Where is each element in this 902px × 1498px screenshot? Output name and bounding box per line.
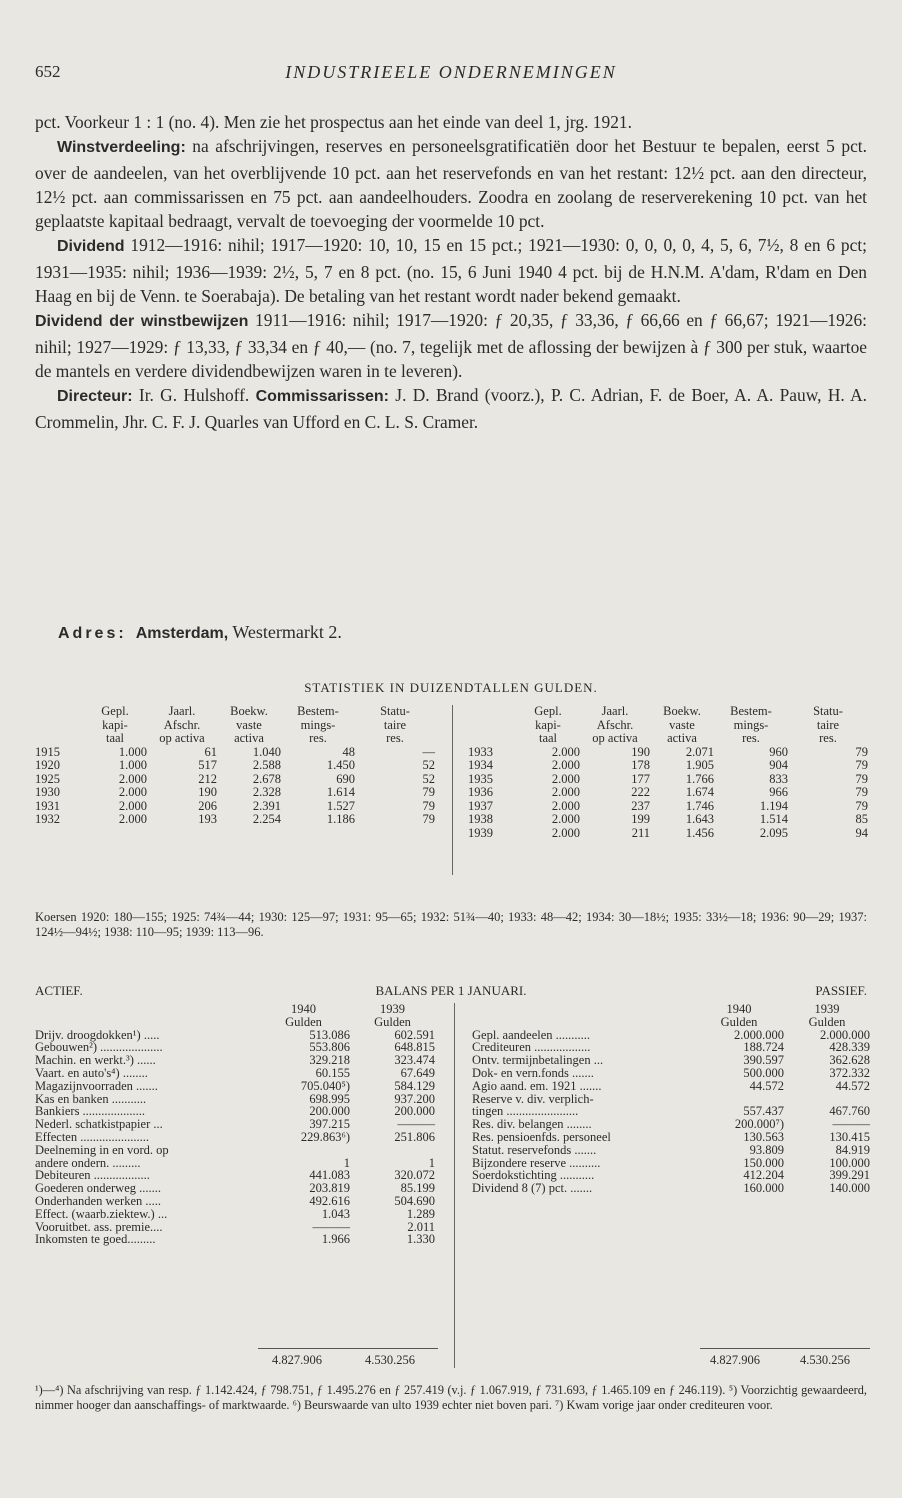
- balance-value-1939: 648.815: [394, 1040, 435, 1055]
- statistics-header-row: [35, 732, 435, 746]
- balance-value-1939: 67.649: [400, 1065, 435, 1080]
- balance-item-label: Agio aand. em. 1921 .......: [472, 1078, 602, 1093]
- statistics-header-cell: taire: [383, 717, 407, 732]
- statistics-cell: 1.000: [118, 744, 147, 759]
- balance-row: [35, 1131, 435, 1144]
- balance-value-1940: 1.043: [321, 1206, 350, 1221]
- statistics-header-year: [35, 719, 83, 733]
- statistics-header-cell: kapi-: [535, 717, 561, 732]
- balance-row: [35, 1208, 435, 1221]
- statistics-cell: 2.000: [551, 798, 580, 813]
- statistics-year: 1933: [468, 744, 493, 759]
- statistics-cell: —: [422, 744, 435, 759]
- statistics-cell: 61: [204, 744, 217, 759]
- statistics-cell: 2.588: [252, 758, 281, 772]
- statistics-header-cell: taal: [105, 731, 125, 745]
- statistics-header-row: [35, 719, 435, 733]
- balance-value-1940: 93.809: [749, 1142, 784, 1157]
- statistics-cell: 1.674: [685, 785, 714, 799]
- balance-value-1939: 428.339: [829, 1040, 870, 1055]
- statistics-cell: 211: [631, 825, 650, 840]
- balance-item-label: Statut. reservefonds .......: [472, 1142, 597, 1157]
- balance-value-1939: 602.591: [394, 1027, 435, 1042]
- statistics-cell: 2.000: [118, 771, 147, 786]
- balance-item-label: Inkomsten te goed.........: [35, 1232, 156, 1247]
- statistics-cell: 904: [769, 758, 788, 772]
- statistics-cell: 1.643: [685, 812, 714, 826]
- statistics-header-cell: Jaarl.: [601, 704, 629, 718]
- statistics-header-cell: Jaarl.: [168, 704, 196, 718]
- balance-item-label: Dok- en vern.fonds .......: [472, 1065, 594, 1080]
- balance-value-1940: ———: [312, 1219, 350, 1234]
- balance-row: [35, 1233, 435, 1246]
- balance-value-1939: 100.000: [829, 1155, 870, 1170]
- statistics-row: [468, 786, 868, 800]
- balance-item-label: Res. pensioenfds. personeel: [472, 1129, 611, 1144]
- statistics-header-cell: Boekw.: [230, 704, 268, 718]
- balance-blank: [472, 1016, 694, 1029]
- statistics-cell: 1.000: [118, 758, 147, 772]
- passief-label: PASSIEF.: [815, 983, 867, 998]
- balance-item-label: Effecten ......................: [35, 1129, 149, 1144]
- balance-divider: [454, 1003, 455, 1368]
- statistics-divider: [452, 705, 453, 875]
- koersen-label: Koersen: [35, 910, 77, 924]
- statistics-header-cell: mings-: [733, 717, 769, 732]
- balance-unit: Gulden: [808, 1014, 846, 1029]
- body-text: [35, 110, 867, 434]
- statistics-cell: 1.766: [685, 771, 714, 786]
- balance-value-1940: 2.000.000: [734, 1027, 784, 1042]
- address-label: Adres:: [58, 625, 127, 642]
- balance-value-1940: 705.040⁵): [300, 1078, 350, 1093]
- balance-value-1940: 1.966: [321, 1232, 350, 1247]
- statistics-header-cell: Statu-: [380, 704, 410, 718]
- balance-item-label: Kas en banken ...........: [35, 1091, 147, 1106]
- statistics-header-cell: res.: [309, 731, 327, 745]
- koersen-text: Koersen 1920: 180—155; 1925: 74¾—44; 1930: 125—97; 1931: 95—65; 1932: 51¾—40; 1933: 48—42; 1934: 30—18½; 1935: 33½—18; 1936: 90—29; 1937: 124½—94½; 1938: 110—95; 1939: 113—96.: [35, 910, 867, 939]
- statistics-cell: 222: [631, 785, 650, 799]
- statistics-cell: 833: [769, 771, 788, 786]
- balance-blank: [35, 1003, 257, 1016]
- statistics-cell: 2.000: [551, 771, 580, 786]
- statistics-cell: 190: [198, 785, 217, 799]
- balance-value-1940: 188.724: [743, 1040, 784, 1055]
- statistics-cell: 2.328: [252, 785, 281, 799]
- statistics-row: [468, 813, 868, 827]
- statistics-header-cell: vaste: [236, 717, 262, 732]
- statistics-year: 1915: [35, 744, 60, 759]
- balance-value-1939: 251.806: [394, 1129, 435, 1144]
- balance-item-label: Onderhanden werken .....: [35, 1193, 161, 1208]
- balance-value-1940: 200.000: [309, 1104, 350, 1119]
- statistics-cell: 960: [769, 744, 788, 759]
- balance-item-label: Reserve v. div. verplich-: [472, 1091, 594, 1106]
- balance-unit-row: [35, 1016, 435, 1029]
- statistics-cell: 1.905: [685, 758, 714, 772]
- balance-value-1939: 320.072: [394, 1168, 435, 1183]
- statistics-header-cell: res.: [386, 731, 404, 745]
- passief-total-1939: 4.530.256: [800, 1353, 850, 1367]
- balance-value-1940: 698.995: [309, 1091, 350, 1106]
- balance-passief-table: [472, 1003, 870, 1195]
- passief-total-1940: 4.827.906: [710, 1353, 760, 1367]
- balance-actief-table: [35, 1003, 435, 1246]
- statistics-header-year: [468, 719, 516, 733]
- balance-value-1940: 200.000⁷): [734, 1117, 784, 1132]
- balance-value-1939: 85.199: [400, 1181, 435, 1196]
- balance-value-1939: 140.000: [829, 1181, 870, 1196]
- statistics-header-cell: taal: [538, 731, 558, 745]
- statistics-header-cell: op activa: [592, 731, 638, 745]
- statistics-cell: 48: [342, 744, 355, 759]
- balance-value-1940: 203.819: [309, 1181, 350, 1196]
- statistics-header-year: [35, 705, 83, 719]
- statistics-header-cell: kapi-: [102, 717, 128, 732]
- statistics-cell: 2.095: [759, 825, 788, 840]
- balance-item-label: Gebouwen²) ....................: [35, 1040, 163, 1055]
- address-line: [58, 622, 342, 643]
- balance-value-1940: 397.215: [309, 1117, 350, 1132]
- statistics-cell: 85: [855, 812, 868, 826]
- balance-item-label: Res. div. belangen ........: [472, 1117, 592, 1132]
- statistics-cell: 1.450: [326, 758, 355, 772]
- statistics-header-cell: Boekw.: [663, 704, 701, 718]
- statistics-header-cell: Statu-: [813, 704, 843, 718]
- statistics-cell: 1.186: [326, 812, 355, 826]
- balance-value-1940: 412.204: [743, 1168, 784, 1183]
- statistics-header-cell: Afschr.: [163, 717, 201, 732]
- statistics-cell: 2.000: [551, 812, 580, 826]
- statistics-cell: 2.254: [252, 812, 281, 826]
- statistics-cell: 193: [198, 812, 217, 826]
- paragraph-voorkeur: pct. Voorkeur 1 : 1 (no. 4). Men zie het prospectus aan het einde van deel 1, jrg. 1921.: [35, 112, 632, 132]
- balance-value-1939: 1.289: [406, 1206, 435, 1221]
- balance-value-1939: [350, 1144, 435, 1157]
- statistics-header-cell: Gepl.: [101, 704, 129, 718]
- page-number: 652: [35, 62, 61, 81]
- balance-row: [472, 1080, 870, 1093]
- statistics-cell: 2.000: [118, 785, 147, 799]
- balance-item-label: Drijv. droogdokken¹) .....: [35, 1027, 160, 1042]
- balance-value-1939: 584.129: [394, 1078, 435, 1093]
- balance-item-label: Bijzondere reserve ..........: [472, 1155, 601, 1170]
- statistics-cell: 2.000: [551, 825, 580, 840]
- statistics-cell: 1.194: [759, 798, 788, 813]
- balance-value-1939: 2.000.000: [820, 1027, 870, 1042]
- statistics-row: [35, 746, 435, 760]
- statistics-cell: 94: [855, 825, 868, 840]
- paragraph-dividend-winstbewijzen: Dividend der winstbewijzen 1911—1916: nihil; 1917—1920: ƒ 20,35, ƒ 33,36, ƒ 66,66 en ƒ 66,67; 1921—1926: nihil; 1927—1929: ƒ 13,33, ƒ 33,34 en ƒ 40,— (no. 7, tegelijk met de aflossing der bewijzen à ƒ 300 per stuk, waartoe de mantels en verdere dividendbewijzen waren in te leveren).: [35, 310, 868, 381]
- statistics-cell: 1.527: [326, 798, 355, 813]
- balance-unit: Gulden: [720, 1014, 758, 1029]
- statistics-header-year: [35, 732, 83, 746]
- statistics-header-row: [35, 705, 435, 719]
- statistics-year: 1930: [35, 785, 60, 799]
- statistics-header-row: [468, 705, 868, 719]
- balance-item-label: Vaart. en auto's⁴) ........: [35, 1065, 148, 1080]
- statistics-cell: 1.456: [685, 825, 714, 840]
- balance-value-1939: 1: [428, 1155, 435, 1170]
- statistics-year: 1920: [35, 758, 60, 772]
- statistics-row: [35, 773, 435, 787]
- statistics-header-cell: vaste: [669, 717, 695, 732]
- statistics-row: [35, 786, 435, 800]
- balance-value-1940: 329.218: [309, 1053, 350, 1068]
- statistics-cell: 1.614: [326, 785, 355, 799]
- statistics-cell: 2.678: [252, 771, 281, 786]
- statistics-header-cell: activa: [667, 731, 697, 745]
- statistics-cell: 966: [769, 785, 788, 799]
- paragraph-bestuur: Directeur: Ir. G. Hulshoff. Commissarissen: J. D. Brand (voorz.), P. C. Adrian, F. de Boer, A. A. Pauw, H. A. Crommelin, Jhr. C. F. J. Quarles van Ufford en C. L. S. Cramer.: [35, 385, 867, 432]
- statistics-cell: 79: [422, 785, 435, 799]
- statistics-row: [468, 773, 868, 787]
- statistics-table-right: [468, 705, 868, 840]
- label-commissarissen: Commissarissen:: [255, 388, 389, 406]
- statistics-cell: 2.391: [252, 798, 281, 813]
- balance-value-1940: 130.563: [743, 1129, 784, 1144]
- statistics-year: 1937: [468, 798, 493, 813]
- balance-item-label: Ontv. termijnbetalingen ...: [472, 1053, 604, 1068]
- balance-value-1939: 372.332: [829, 1065, 870, 1080]
- statistics-year: 1939: [468, 825, 493, 840]
- statistics-cell: 79: [422, 812, 435, 826]
- statistics-row: [468, 746, 868, 760]
- statistics-row: [468, 800, 868, 814]
- balance-value-1939: 399.291: [829, 1168, 870, 1183]
- label-dividend: Dividend: [57, 238, 125, 256]
- statistics-cell: 52: [422, 771, 435, 786]
- statistics-header-cell: Afschr.: [596, 717, 634, 732]
- statistics-header-cell: Bestem-: [297, 704, 339, 718]
- actief-total-rule: [258, 1348, 438, 1349]
- statistics-row: [468, 759, 868, 773]
- balance-item-label: Goederen onderweg .......: [35, 1181, 161, 1196]
- balance-value-1940: 160.000: [743, 1181, 784, 1196]
- statistics-cell: 79: [855, 771, 868, 786]
- label-dividend-winstbewijzen: Dividend der winstbewijzen: [35, 313, 249, 331]
- balance-unit-row: [472, 1016, 870, 1029]
- statistics-cell: 79: [855, 798, 868, 813]
- balance-item-label: Soerdokstichting ...........: [472, 1168, 595, 1183]
- balance-item-label: Vooruitbet. ass. premie....: [35, 1219, 163, 1234]
- balance-item-label: andere ondern. .........: [35, 1155, 141, 1170]
- balance-value-1939: 2.011: [407, 1219, 435, 1234]
- balance-value-1940: 500.000: [743, 1065, 784, 1080]
- statistics-cell: 52: [422, 758, 435, 772]
- balance-year-row: [472, 1003, 870, 1016]
- statistics-header-row: [468, 732, 868, 746]
- statistics-header-year: [468, 732, 516, 746]
- statistics-header-cell: taire: [816, 717, 840, 732]
- balance-value-1940: 390.597: [743, 1053, 784, 1068]
- statistics-cell: 177: [631, 771, 650, 786]
- statistics-year: 1935: [468, 771, 493, 786]
- balance-value-1939: 467.760: [829, 1104, 870, 1119]
- balance-value-1940: [257, 1144, 350, 1157]
- statistics-cell: 206: [198, 798, 217, 813]
- balance-value-1939: 200.000: [394, 1104, 435, 1119]
- balans-title: BALANS PER 1 JANUARI.: [375, 983, 527, 998]
- statistics-cell: 517: [198, 758, 217, 772]
- statistics-cell: 190: [631, 744, 650, 759]
- balance-value-1939: 362.628: [829, 1053, 870, 1068]
- address-city: Amsterdam,: [135, 625, 229, 642]
- statistics-year: 1934: [468, 758, 493, 772]
- balance-year: 1940: [726, 1002, 752, 1016]
- statistics-cell: 212: [198, 771, 217, 786]
- running-header: [35, 62, 867, 88]
- statistics-header-year: [468, 705, 516, 719]
- balance-value-1939: 937.200: [394, 1091, 435, 1106]
- balance-year: 1939: [380, 1002, 405, 1016]
- statistics-cell: 2.000: [551, 785, 580, 799]
- balance-item-label: Deelneming in en vord. op: [35, 1142, 169, 1157]
- balance-unit: Gulden: [285, 1014, 322, 1029]
- actief-total-1939: 4.530.256: [365, 1353, 415, 1367]
- balance-value-1939: ———: [832, 1117, 870, 1132]
- actief-label: ACTIEF.: [35, 983, 83, 998]
- statistics-header-cell: res.: [742, 731, 760, 745]
- statistics-cell: 2.000: [118, 798, 147, 813]
- balance-value-1939: 84.919: [835, 1142, 870, 1157]
- balance-blank: [472, 1003, 694, 1016]
- statistics-header-cell: Gepl.: [534, 704, 562, 718]
- statistics-header-cell: Bestem-: [730, 704, 772, 718]
- balance-item-label: Bankiers ....................: [35, 1104, 146, 1119]
- statistics-header-row: [468, 719, 868, 733]
- balance-value-1940: 44.572: [749, 1078, 784, 1093]
- balance-item-label: Nederl. schatkistpapier ...: [35, 1117, 163, 1132]
- balance-value-1940: 229.863⁶): [300, 1129, 350, 1144]
- label-directeur: Directeur:: [57, 388, 133, 406]
- statistics-header-cell: op activa: [159, 731, 205, 745]
- balance-item-label: Machin. en werkt.³) ......: [35, 1053, 156, 1068]
- statistics-year: 1938: [468, 812, 493, 826]
- passief-total-rule: [700, 1348, 870, 1349]
- balance-year: 1939: [814, 1002, 840, 1016]
- balance-item-label: Debiteuren ..................: [35, 1168, 150, 1183]
- statistics-cell: 690: [336, 771, 355, 786]
- running-title: INDUSTRIEELE ONDERNEMINGEN: [285, 62, 617, 82]
- statistics-cell: 199: [631, 812, 650, 826]
- address-street: Westermarkt 2.: [228, 622, 342, 642]
- balance-row: [472, 1182, 870, 1195]
- statistics-cell: 79: [855, 744, 868, 759]
- balance-unit: Gulden: [374, 1014, 411, 1029]
- statistics-table-left: [35, 705, 435, 827]
- balance-year-row: [35, 1003, 435, 1016]
- balance-item-label: Dividend 8 (7) pct. .......: [472, 1181, 593, 1196]
- statistics-cell: 2.000: [551, 744, 580, 759]
- statistics-row: [468, 827, 868, 841]
- statistics-year: 1932: [35, 812, 60, 826]
- balance-value-1939: 504.690: [394, 1193, 435, 1208]
- balance-row: [472, 1131, 870, 1144]
- footnotes: ¹)—⁴) Na afschrijving van resp. ƒ 1.142.424, ƒ 798.751, ƒ 1.495.276 en ƒ 257.419 (v.j. ƒ 1.067.919, ƒ 731.693, ƒ 1.465.109 en ƒ 246.119). ⁵) Voorzichtig gewaardeerd, nimmer hooger dan aanschaffings- of marktwaarde. ⁶) Beurswaarde van ulto 1939 echter niet boven pari. ⁷) Kwam vorige jaar onder crediteuren voor.: [35, 1383, 867, 1412]
- statistics-title: STATISTIEK IN DUIZENDTALLEN GULDEN.: [304, 680, 598, 695]
- statistics-cell: 178: [631, 758, 650, 772]
- statistics-year: 1936: [468, 785, 493, 799]
- statistics-cell: 79: [855, 785, 868, 799]
- statistics-cell: 237: [631, 798, 650, 813]
- statistics-cell: 1.040: [252, 744, 281, 759]
- statistics-cell: 2.000: [118, 812, 147, 826]
- balance-value-1940: 557.437: [743, 1104, 784, 1119]
- balance-value-1940: 60.155: [315, 1065, 350, 1080]
- balance-row: [35, 1080, 435, 1093]
- statistics-cell: 1.514: [759, 812, 788, 826]
- actief-total-1940: 4.827.906: [272, 1353, 322, 1367]
- statistics-row: [35, 800, 435, 814]
- balance-row: [472, 1067, 870, 1080]
- balance-year: 1940: [291, 1002, 316, 1016]
- balance-item-label: Magazijnvoorraden .......: [35, 1078, 158, 1093]
- balance-value-1940: 553.806: [309, 1040, 350, 1055]
- statistics-year: 1925: [35, 771, 60, 786]
- balance-value-1940: 441.083: [309, 1168, 350, 1183]
- balance-value-1939: 1.330: [406, 1232, 435, 1247]
- statistics-year: 1931: [35, 798, 60, 813]
- balance-value-1939: ———: [397, 1117, 435, 1132]
- statistics-row: [35, 759, 435, 773]
- balance-row: [35, 1144, 435, 1157]
- statistics-cell: 2.000: [551, 758, 580, 772]
- paragraph-dividend: Dividend 1912—1916: nihil; 1917—1920: 10, 10, 15 en 15 pct.; 1921—1930: 0, 0, 0, 0, 4, 5, 6, 7½, 8 en 6 pct; 1931—1935: nihil; 1936—1939: 2½, 5, 7 en 8 pct. (no. 15, 6 Juni 1940 4 pct. bij de H.N.M. A'dam, R'dam en Den Haag en bij de Venn. te Soerabaja). De betaling van het restant wordt nader bekend gemaakt.: [35, 235, 867, 307]
- balance-item-label: Gepl. aandeelen ...........: [472, 1027, 591, 1042]
- balance-blank: [35, 1016, 257, 1029]
- balance-value-1940: 150.000: [743, 1155, 784, 1170]
- label-winstverdeeling: Winstverdeeling:: [57, 139, 186, 157]
- statistics-row: [35, 813, 435, 827]
- balance-value-1939: 323.474: [394, 1053, 435, 1068]
- balance-item-label: tingen .......................: [472, 1104, 579, 1119]
- balance-value-1940: 492.616: [309, 1193, 350, 1208]
- statistics-cell: 2.071: [685, 744, 714, 759]
- balance-value-1940: 1: [343, 1155, 350, 1170]
- balance-value-1940: 513.086: [309, 1027, 350, 1042]
- balance-item-label: Effect. (waarb.ziektew.) ...: [35, 1206, 168, 1221]
- balance-value-1939: 44.572: [835, 1078, 870, 1093]
- balance-row: [35, 1067, 435, 1080]
- balance-item-label: Crediteuren ..................: [472, 1040, 591, 1055]
- balance-value-1939: 130.415: [829, 1129, 870, 1144]
- paragraph-winstverdeeling: Winstverdeeling: na afschrijvingen, reserves en personeelsgratificatiën door het Bestuur te bepalen, eerst 5 pct. over de aandeelen, van het overblijvende 10 pct. aan het reservefonds en van het restant: 12½ pct. aan den directeur, 12½ pct. aan commissarissen en 75 pct. aan aandeelhouders. Zoodra en zoolang de reserverekening 10 pct. van het geplaatste kapitaal bedraagt, vervalt de toevoeging der voormelde 10 pct.: [35, 136, 867, 232]
- statistics-header-cell: mings-: [300, 717, 336, 732]
- statistics-header-cell: res.: [819, 731, 837, 745]
- balance-row: [35, 1195, 435, 1208]
- statistics-cell: 79: [422, 798, 435, 813]
- statistics-cell: 1.746: [685, 798, 714, 813]
- balance-row: [472, 1144, 870, 1157]
- statistics-cell: 79: [855, 758, 868, 772]
- statistics-header-cell: activa: [234, 731, 264, 745]
